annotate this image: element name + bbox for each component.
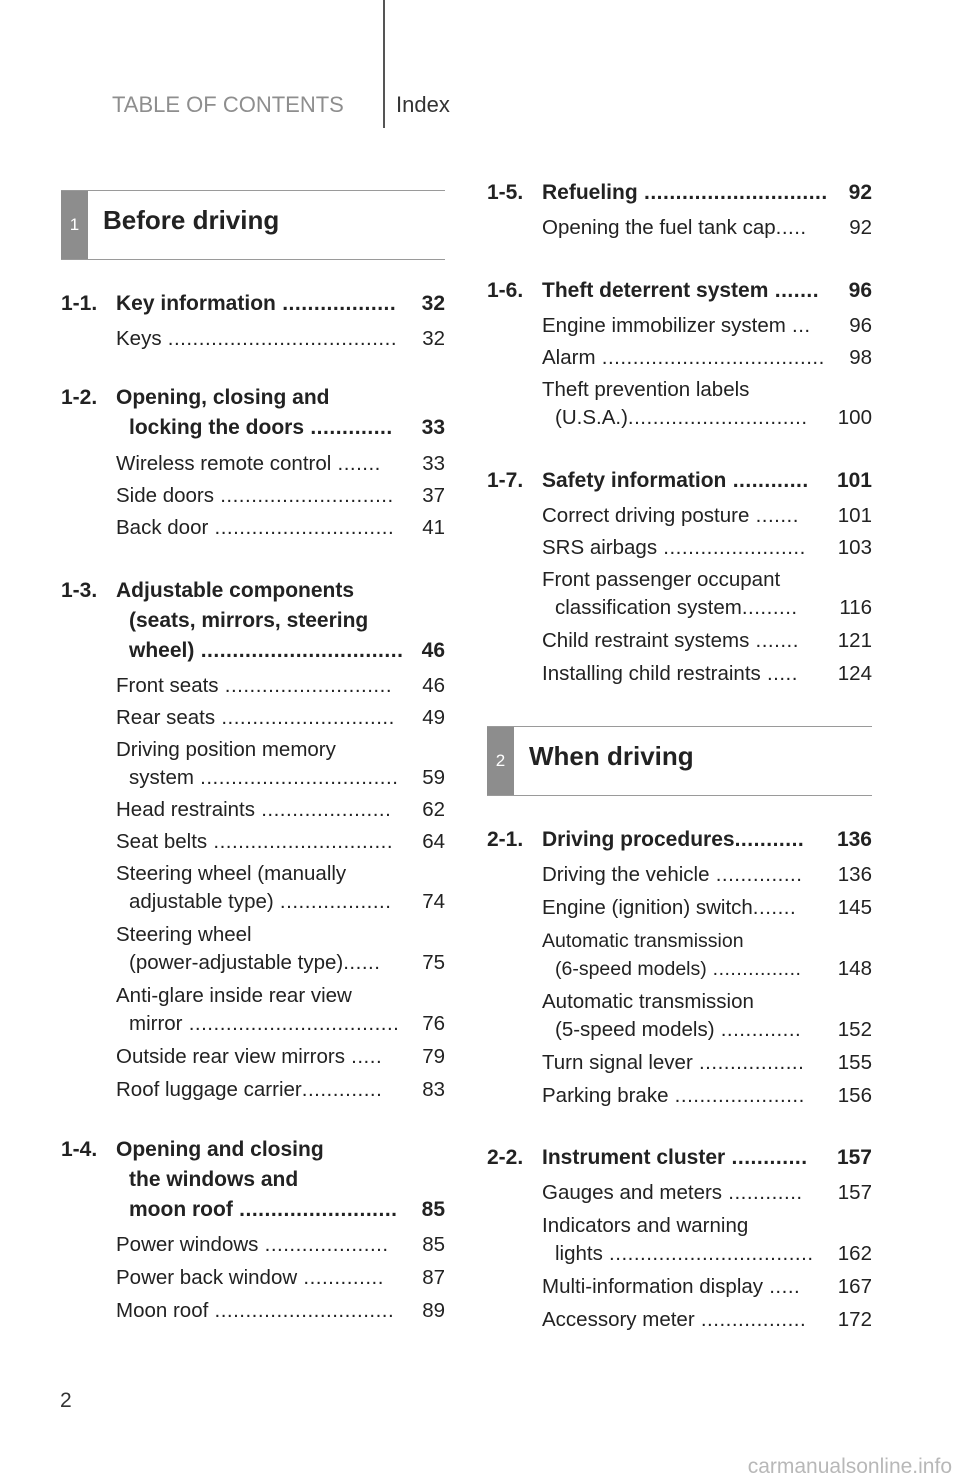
entry-title-line: Automatic transmission (542, 930, 744, 952)
toc-subentry-roof-luggage[interactable] (61, 1076, 445, 1104)
entry-title-line: Steering wheel (manually (116, 862, 347, 885)
toc-subentry-engine-immobilizer[interactable] (487, 312, 872, 340)
entry-title: Instrument cluster ............ (542, 1146, 808, 1169)
entry-title: Back door ............................. (116, 516, 395, 539)
entry-title-line: the windows and (129, 1168, 299, 1191)
toc-subentry-srs-airbags[interactable] (487, 534, 872, 562)
entry-title-line: (seats, mirrors, steering (129, 609, 369, 632)
entry-title: (U.S.A.)............................. (555, 406, 808, 429)
entry-title: Engine (ignition) switch....... (542, 896, 797, 919)
toc-subentry-moon-roof[interactable] (61, 1297, 445, 1325)
entry-page: 46 (421, 639, 445, 662)
toc-subentry-side-doors[interactable] (61, 482, 445, 510)
entry-page: 37 (422, 484, 445, 507)
toc-entry-1-7[interactable] (487, 466, 872, 496)
entry-page: 92 (849, 216, 872, 239)
entry-title: Driving the vehicle .............. (542, 863, 803, 886)
chapter-number: 1-2. (61, 386, 98, 409)
entry-title: locking the doors ............. (129, 416, 393, 439)
toc-subentry-head-restraints[interactable] (61, 796, 445, 824)
entry-title-line: Driving position memory (116, 738, 336, 761)
entry-title: Seat belts ............................. (116, 830, 394, 853)
entry-title: Power back window ............. (116, 1266, 384, 1289)
toc-entry-2-1[interactable] (487, 825, 872, 855)
section-number: 1 (61, 191, 88, 259)
entry-title: Child restraint systems ....... (542, 629, 799, 652)
toc-column-right (487, 178, 872, 1334)
toc-subentry-turn-signal[interactable] (487, 1049, 872, 1077)
entry-page: 145 (837, 896, 872, 919)
toc-subentry-auto-transmission-5speed[interactable] (487, 988, 872, 1044)
toc-entry-1-1[interactable] (61, 289, 445, 319)
entry-page: 85 (422, 1233, 445, 1256)
entry-title: moon roof ......................... (129, 1198, 398, 1221)
section-header-when-driving (487, 726, 872, 796)
entry-page: 157 (837, 1181, 872, 1204)
entry-page: 167 (837, 1275, 872, 1298)
toc-subentry-auto-transmission-6speed[interactable] (487, 927, 872, 983)
toc-subentry-parking-brake[interactable] (487, 1082, 872, 1110)
entry-title: Turn signal lever ................. (542, 1051, 805, 1074)
entry-title: Opening the fuel tank cap..... (542, 216, 807, 239)
entry-title: SRS airbags ....................... (542, 536, 806, 559)
toc-entry-1-2[interactable] (61, 383, 445, 443)
toc-subentry-steering-wheel-power[interactable] (61, 921, 445, 977)
section-title: When driving (529, 741, 694, 771)
toc-subentry-driving-position-memory[interactable] (61, 736, 445, 792)
chapter-number: 1-4. (61, 1138, 98, 1161)
chapter-number: 1-5. (487, 181, 524, 204)
entry-page: 59 (422, 766, 445, 789)
entry-title: Outside rear view mirrors ..... (116, 1045, 383, 1068)
entry-page: 92 (848, 181, 872, 204)
entry-title: Driving procedures........... (542, 828, 805, 851)
entry-title: mirror .................................. (129, 1012, 400, 1035)
entry-title: Installing child restraints ..... (542, 662, 798, 685)
page-number: 2 (60, 1389, 72, 1412)
toc-subentry-occupant-classification[interactable] (487, 566, 872, 622)
toc-subentry-keys[interactable] (61, 325, 445, 353)
entry-title: (5-speed models) ............. (555, 1018, 802, 1041)
toc-subentry-multi-info-display[interactable] (487, 1273, 872, 1301)
entry-title: Multi-information display ..... (542, 1275, 801, 1298)
toc-entry-2-2[interactable] (487, 1143, 872, 1173)
entry-title-line: Steering wheel (116, 923, 252, 946)
entry-title-line: Indicators and warning (542, 1214, 749, 1237)
toc-subentry-seat-belts[interactable] (61, 828, 445, 856)
entry-page: 116 (839, 596, 872, 619)
entry-page: 121 (837, 629, 872, 652)
toc-subentry-front-seats[interactable] (61, 672, 445, 700)
entry-page: 148 (837, 957, 872, 980)
entry-title: adjustable type) .................. (129, 890, 392, 913)
entry-title: Roof luggage carrier............. (116, 1078, 383, 1101)
entry-title: lights ................................. (555, 1242, 814, 1265)
entry-title: Alarm .................................... (542, 346, 825, 369)
entry-title: system ................................ (129, 766, 399, 789)
entry-page: 162 (837, 1242, 872, 1265)
entry-title-line: Automatic transmission (542, 990, 754, 1013)
entry-page: 75 (422, 951, 445, 974)
toc-subentry-driving-vehicle[interactable] (487, 861, 872, 889)
chapter-number: 1-3. (61, 579, 98, 602)
entry-page: 103 (837, 536, 872, 559)
toc-entry-1-5[interactable] (487, 178, 872, 208)
toc-subentry-fuel-tank-cap[interactable] (487, 214, 872, 242)
chapter-number: 1-7. (487, 469, 524, 492)
entry-page: 155 (837, 1051, 872, 1074)
watermark: carmanualsonline.info (747, 1455, 952, 1478)
entry-title: Front seats ........................... (116, 674, 393, 697)
toc-subentry-outside-mirrors[interactable] (61, 1043, 445, 1071)
entry-title: Safety information ............ (542, 469, 809, 492)
entry-title-line: Front passenger occupant (542, 568, 781, 591)
entry-title: (power-adjustable type)...... (129, 951, 381, 974)
entry-title: Theft deterrent system ....... (542, 279, 820, 302)
entry-page: 83 (422, 1078, 445, 1101)
entry-page: 172 (837, 1308, 872, 1331)
entry-title-line: Theft prevention labels (542, 378, 750, 401)
entry-title: Correct driving posture ....... (542, 504, 799, 527)
entry-title-line: Opening, closing and (116, 386, 330, 409)
toc-subentry-steering-wheel-manual[interactable] (61, 860, 445, 916)
entry-page: 33 (422, 452, 445, 475)
entry-page: 32 (421, 292, 445, 315)
entry-title: Power windows .................... (116, 1233, 389, 1256)
entry-page: 98 (849, 346, 872, 369)
entry-page: 76 (422, 1012, 445, 1035)
entry-title: Wireless remote control ....... (116, 452, 381, 475)
entry-title-line: Anti-glare inside rear view (116, 984, 352, 1007)
entry-title: Gauges and meters ............ (542, 1181, 803, 1204)
entry-title: Rear seats ............................ (116, 706, 395, 729)
entry-title-line: Adjustable components (116, 579, 355, 602)
entry-title: Parking brake ..................... (542, 1084, 805, 1107)
entry-title: (6-speed models) ............... (555, 958, 802, 980)
entry-page: 64 (422, 830, 445, 853)
entry-title: Accessory meter ................. (542, 1308, 807, 1331)
entry-page: 124 (837, 662, 872, 685)
toc-subentry-alarm[interactable] (487, 344, 872, 372)
entry-title: Engine immobilizer system ... (542, 314, 811, 337)
entry-page: 85 (421, 1198, 445, 1221)
toc-subentry-driving-posture[interactable] (487, 502, 872, 530)
chapter-number: 2-1. (487, 828, 524, 851)
entry-page: 74 (422, 890, 445, 913)
entry-title: Key information .................. (116, 292, 397, 315)
toc-subentry-back-door[interactable] (61, 514, 445, 542)
toc-entry-1-3[interactable] (61, 576, 445, 666)
toc-entry-1-4[interactable] (61, 1135, 445, 1225)
chapter-number: 1-6. (487, 279, 524, 302)
entry-title: Moon roof ............................. (116, 1299, 395, 1322)
toc-subentry-indicators-warning-lights[interactable] (487, 1212, 872, 1268)
nav-divider (383, 0, 385, 128)
nav-index[interactable]: Index (396, 92, 450, 117)
entry-page: 96 (849, 314, 872, 337)
entry-page: 89 (422, 1299, 445, 1322)
entry-page: 101 (836, 469, 872, 492)
section-header-before-driving (61, 190, 445, 260)
entry-page: 152 (837, 1018, 872, 1041)
entry-page: 136 (837, 863, 872, 886)
entry-page: 101 (837, 504, 872, 527)
chapter-number: 2-2. (487, 1146, 524, 1169)
toc-entry-1-6[interactable] (487, 276, 872, 306)
entry-title: Head restraints ..................... (116, 798, 392, 821)
toc-subentry-power-windows[interactable] (61, 1231, 445, 1259)
toc-subentry-rear-seats[interactable] (61, 704, 445, 732)
toc-subentry-wireless-remote[interactable] (61, 450, 445, 478)
section-title: Before driving (103, 205, 280, 235)
entry-title: Side doors ............................ (116, 484, 394, 507)
entry-page: 49 (422, 706, 445, 729)
toc-subentry-theft-prevention-labels[interactable] (487, 376, 872, 432)
toc-subentry-anti-glare-mirror[interactable] (61, 982, 445, 1038)
entry-page: 87 (422, 1266, 445, 1289)
toc-subentry-gauges-meters[interactable] (487, 1179, 872, 1207)
entry-page: 41 (422, 516, 445, 539)
entry-title: classification system......... (555, 596, 798, 619)
entry-page: 156 (837, 1084, 872, 1107)
nav-table-of-contents[interactable]: TABLE OF CONTENTS (112, 92, 344, 117)
entry-page: 100 (837, 406, 872, 429)
entry-title: Keys ..................................... (116, 327, 398, 350)
entry-page: 79 (422, 1045, 445, 1068)
toc-column-left (61, 190, 445, 1325)
entry-title: wheel) ................................ (129, 639, 404, 662)
toc-subentry-child-restraint-systems[interactable] (487, 627, 872, 655)
chapter-number: 1-1. (61, 292, 98, 315)
toc-subentry-accessory-meter[interactable] (487, 1306, 872, 1334)
toc-subentry-ignition-switch[interactable] (487, 894, 872, 922)
toc-subentry-power-back-window[interactable] (61, 1264, 445, 1292)
section-number: 2 (487, 727, 514, 795)
entry-title-line: Opening and closing (116, 1138, 324, 1161)
entry-page: 157 (836, 1146, 872, 1169)
entry-page: 33 (421, 416, 445, 439)
toc-subentry-installing-child-restraints[interactable] (487, 660, 872, 688)
entry-page: 46 (422, 674, 445, 697)
entry-page: 32 (422, 327, 445, 350)
entry-page: 136 (836, 828, 872, 851)
entry-title: Refueling ............................. (542, 181, 828, 204)
entry-page: 96 (848, 279, 872, 302)
entry-page: 62 (422, 798, 445, 821)
